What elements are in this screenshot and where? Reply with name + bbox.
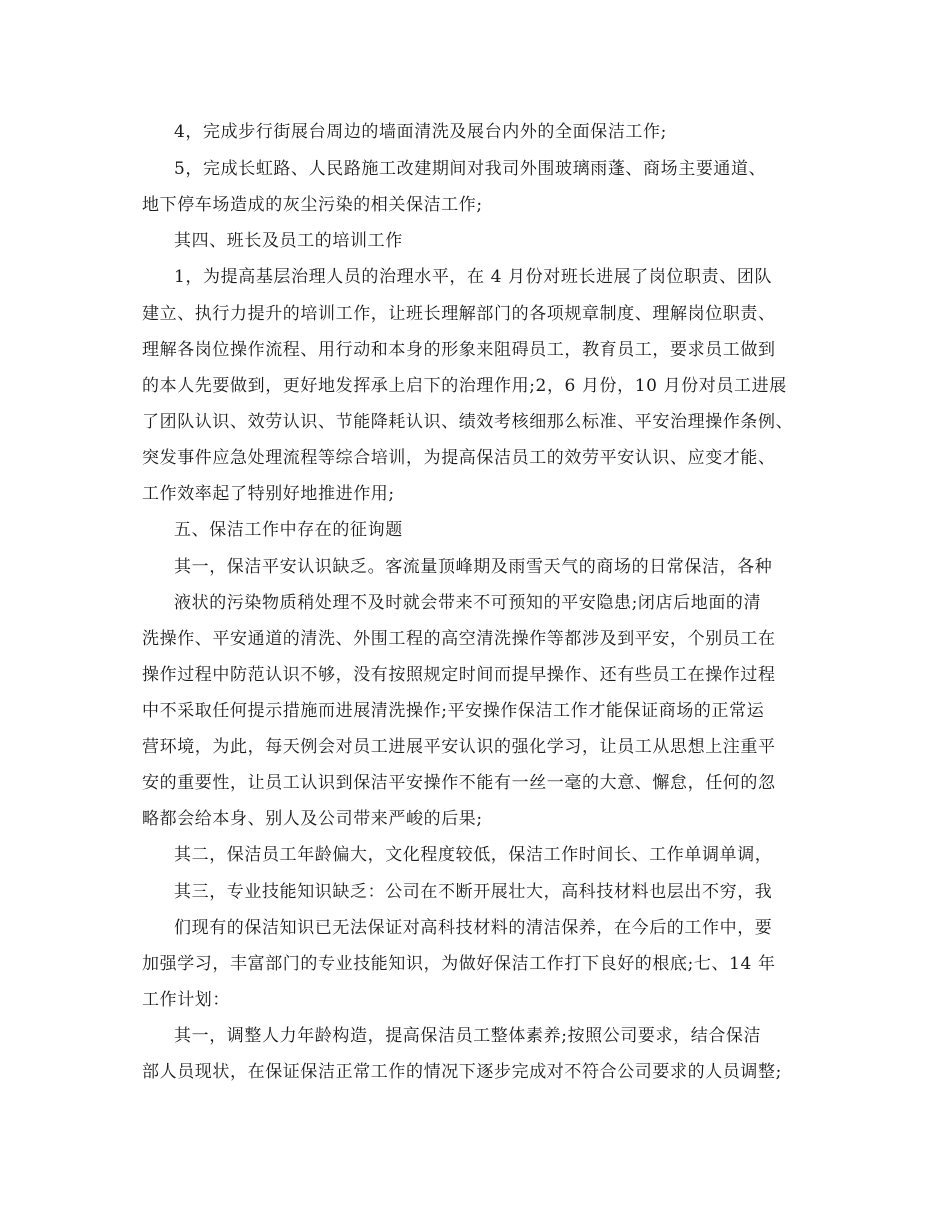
- text-line: 其二，保洁员工年龄偏大，文化程度较低，保洁工作时间长、工作单调单调，: [174, 845, 773, 865]
- text-line: 其三，专业技能知识缺乏：公司在不断开展壮大，高科技材料也层出不穷，我: [174, 882, 773, 902]
- text-line: 部人员现状，在保证保洁正常工作的情况下逐步完成对不符合公司要求的人员调整;: [142, 1062, 782, 1082]
- section-heading: 其四、班长及员工的培训工作: [174, 231, 403, 251]
- text-line: 地下停车场造成的灰尘污染的相关保洁工作;: [142, 195, 483, 215]
- text-line: 突发事件应急处理流程等综合培训，为提高保洁员工的效劳平安认识、应变才能、: [142, 448, 776, 468]
- text-line: 加强学习，丰富部门的专业技能知识，为做好保洁工作打下良好的根底;七、14 年: [142, 954, 776, 974]
- section-heading: 五、保洁工作中存在的征询题: [174, 520, 403, 540]
- text-line: 操作过程中防范认识不够，没有按照规定时间而提早操作、还有些员工在操作过程: [142, 665, 776, 685]
- text-line: 了团队认识、效劳认识、节能降耗认识、绩效考核细那么标准、平安治理操作条例、: [142, 412, 794, 432]
- text-line: 5，完成长虹路、人民路施工改建期间对我司外围玻璃雨蓬、商场主要通道、: [174, 159, 767, 179]
- text-line: 建立、执行力提升的培训工作，让班长理解部门的各项规章制度、理解岗位职责、: [142, 304, 776, 324]
- text-line: 中不采取任何提示措施而进展清洗操作;平安操作保洁工作才能保证商场的正常运: [142, 701, 765, 721]
- text-line: 其一，调整人力年龄构造，提高保洁员工整体素养;按照公司要求，结合保洁: [174, 1026, 762, 1046]
- text-line: 洗操作、平安通道的清洗、外围工程的高空清洗操作等都涉及到平安，个别员工在: [142, 629, 776, 649]
- text-line: 理解各岗位操作流程、用行动和本身的形象来阻碍员工，教育员工，要求员工做到: [142, 340, 776, 360]
- text-line: 营环境，为此，每天例会对员工进展平安认识的强化学习，让员工从思想上注重平: [142, 737, 776, 757]
- text-line: 其一，保洁平安认识缺乏。客流量顶峰期及雨雪天气的商场的日常保洁，各种: [174, 557, 773, 577]
- text-line: 的本人先要做到，更好地发挥承上启下的治理作用;2，6 月份，10 月份对员工进展: [142, 376, 787, 396]
- text-line: 工作计划：: [142, 990, 230, 1010]
- text-line: 们现有的保洁知识已无法保证对高科技材料的清洁保养，在今后的工作中，要: [174, 918, 773, 938]
- text-line: 4，完成步行街展台周边的墙面清洗及展台内外的全面保洁工作;: [174, 122, 667, 142]
- text-line: 1，为提高基层治理人员的治理水平，在 4 月份对班长进展了岗位职责、团队: [174, 267, 773, 287]
- text-line: 安的重要性，让员工认识到保洁平安操作不能有一丝一毫的大意、懈怠，任何的忽: [142, 773, 776, 793]
- text-line: 工作效率起了特别好地推进作用;: [142, 484, 395, 504]
- text-line: 略都会给本身、别人及公司带来严峻的后果;: [142, 809, 483, 829]
- text-line: 液状的污染物质稍处理不及时就会带来不可预知的平安隐患;闭店后地面的清: [174, 593, 762, 613]
